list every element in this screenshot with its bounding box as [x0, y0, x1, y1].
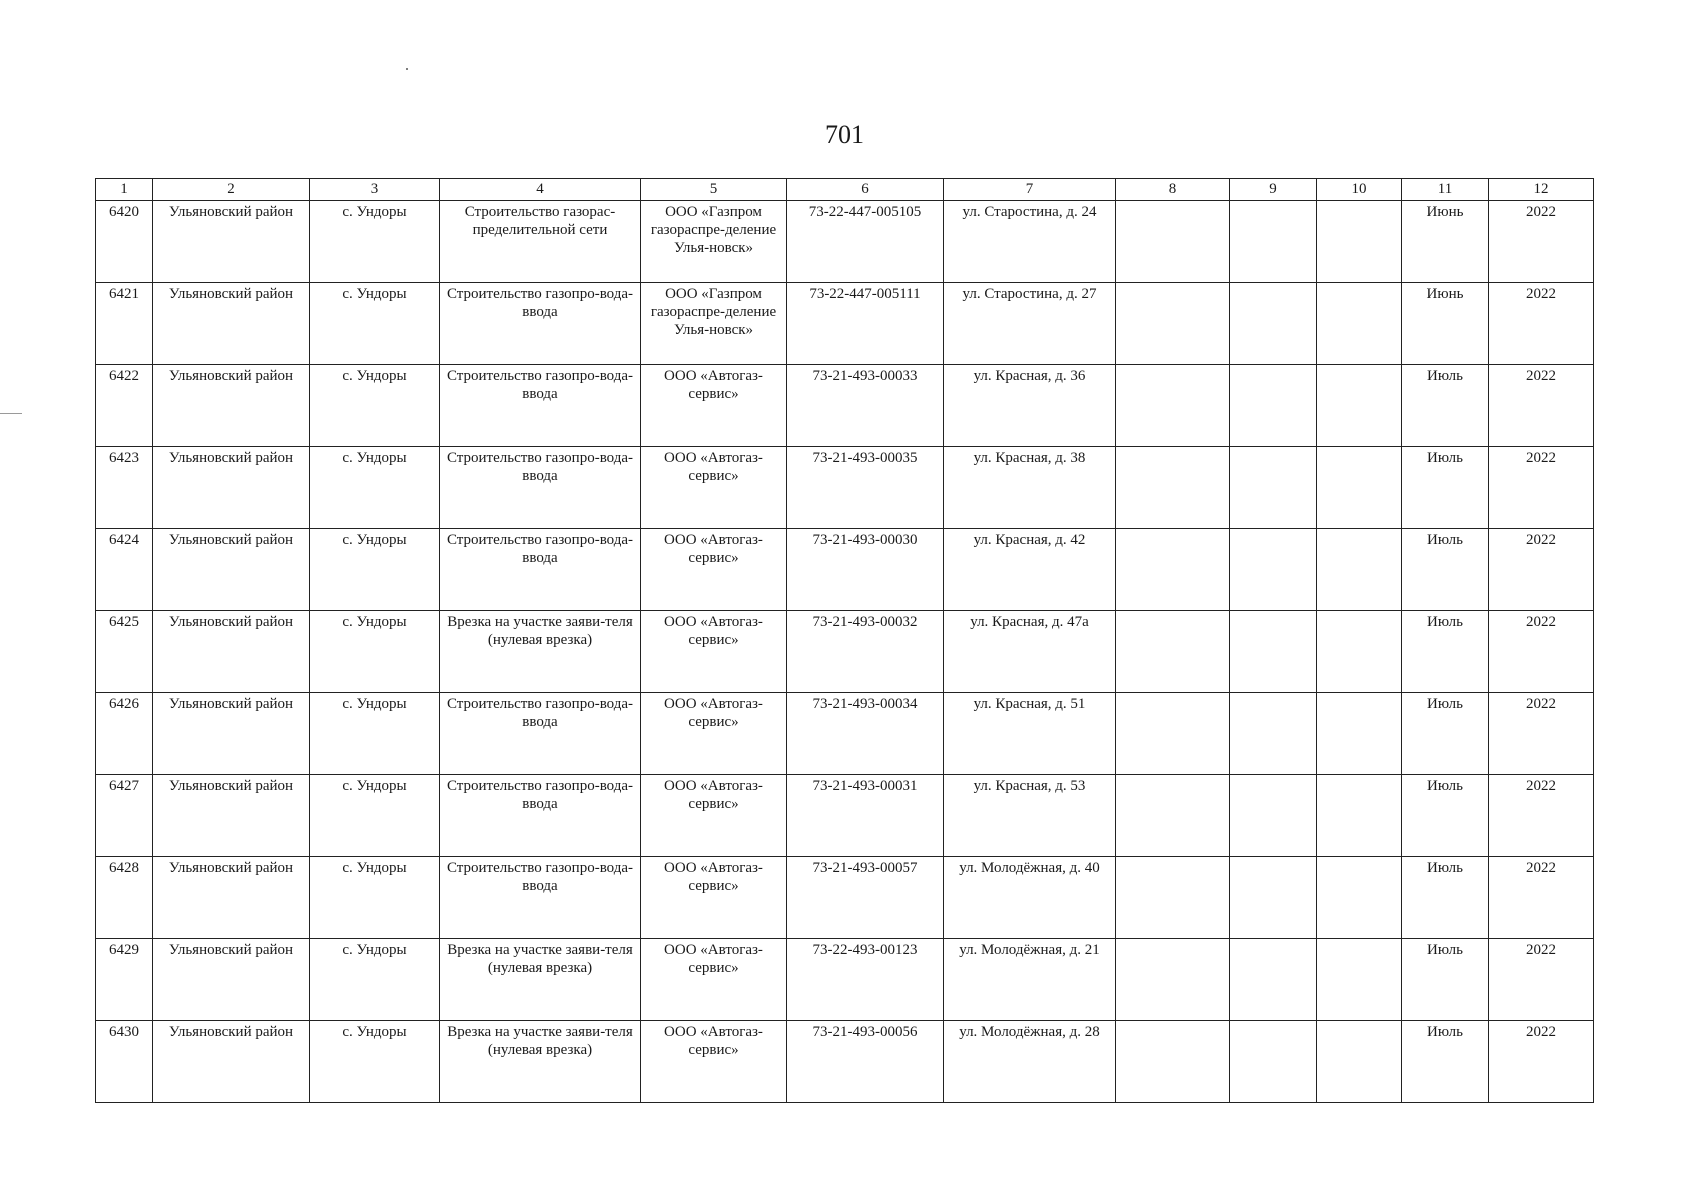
- cell-col-9: [1230, 447, 1317, 529]
- cell-organization: ООО «Автогаз-сервис»: [641, 775, 787, 857]
- cell-registry-number: 73-21-493-00034: [787, 693, 944, 775]
- cell-col-10: [1317, 1021, 1402, 1103]
- cell-settlement: с. Ундоры: [310, 283, 440, 365]
- cell-settlement: с. Ундоры: [310, 529, 440, 611]
- cell-year: 2022: [1489, 365, 1594, 447]
- cell-record-number: 6426: [96, 693, 153, 775]
- column-header-3: 3: [310, 179, 440, 201]
- cell-settlement: с. Ундоры: [310, 365, 440, 447]
- cell-col-8: [1116, 775, 1230, 857]
- cell-record-number: 6427: [96, 775, 153, 857]
- cell-month: Июль: [1402, 365, 1489, 447]
- cell-work-type: Строительство газопро-вода-ввода: [440, 365, 641, 447]
- cell-district: Ульяновский район: [153, 529, 310, 611]
- cell-work-type: Врезка на участке заяви-теля (нулевая врезка): [440, 939, 641, 1021]
- cell-work-type: Строительство газопро-вода-ввода: [440, 857, 641, 939]
- cell-work-type: Врезка на участке заяви-теля (нулевая врезка): [440, 611, 641, 693]
- cell-address: ул. Красная, д. 53: [944, 775, 1116, 857]
- cell-col-10: [1317, 283, 1402, 365]
- cell-year: 2022: [1489, 447, 1594, 529]
- cell-organization: ООО «Автогаз-сервис»: [641, 611, 787, 693]
- cell-col-8: [1116, 201, 1230, 283]
- cell-col-10: [1317, 447, 1402, 529]
- cell-year: 2022: [1489, 611, 1594, 693]
- cell-registry-number: 73-22-447-005105: [787, 201, 944, 283]
- column-header-10: 10: [1317, 179, 1402, 201]
- table-body: [96, 201, 1594, 1103]
- cell-settlement: с. Ундоры: [310, 201, 440, 283]
- cell-col-9: [1230, 693, 1317, 775]
- cell-col-8: [1116, 365, 1230, 447]
- cell-district: Ульяновский район: [153, 611, 310, 693]
- cell-registry-number: 73-21-493-00057: [787, 857, 944, 939]
- column-header-12: 12: [1489, 179, 1594, 201]
- cell-year: 2022: [1489, 857, 1594, 939]
- cell-district: Ульяновский район: [153, 693, 310, 775]
- cell-address: ул. Красная, д. 38: [944, 447, 1116, 529]
- cell-registry-number: 73-21-493-00032: [787, 611, 944, 693]
- cell-settlement: с. Ундоры: [310, 857, 440, 939]
- cell-address: ул. Молодёжная, д. 40: [944, 857, 1116, 939]
- cell-settlement: с. Ундоры: [310, 939, 440, 1021]
- cell-record-number: 6425: [96, 611, 153, 693]
- cell-col-9: [1230, 857, 1317, 939]
- cell-district: Ульяновский район: [153, 201, 310, 283]
- cell-month: Июль: [1402, 529, 1489, 611]
- cell-col-8: [1116, 611, 1230, 693]
- table-row: [96, 447, 1594, 529]
- cell-col-8: [1116, 1021, 1230, 1103]
- cell-address: ул. Красная, д. 51: [944, 693, 1116, 775]
- column-header-1: 1: [96, 179, 153, 201]
- column-header-9: 9: [1230, 179, 1317, 201]
- cell-col-8: [1116, 529, 1230, 611]
- cell-month: Июль: [1402, 775, 1489, 857]
- cell-organization: ООО «Газпром газораспре-деление Улья-новск»: [641, 283, 787, 365]
- cell-month: Июль: [1402, 857, 1489, 939]
- cell-work-type: Строительство газорас-пределительной сети: [440, 201, 641, 283]
- table-row: [96, 365, 1594, 447]
- cell-work-type: Строительство газопро-вода-ввода: [440, 447, 641, 529]
- cell-district: Ульяновский район: [153, 1021, 310, 1103]
- cell-organization: ООО «Автогаз-сервис»: [641, 1021, 787, 1103]
- cell-col-9: [1230, 529, 1317, 611]
- table-row: [96, 611, 1594, 693]
- cell-col-8: [1116, 447, 1230, 529]
- cell-organization: ООО «Газпром газораспре-деление Улья-новск»: [641, 201, 787, 283]
- table-row: [96, 857, 1594, 939]
- cell-month: Июнь: [1402, 283, 1489, 365]
- column-header-11: 11: [1402, 179, 1489, 201]
- cell-col-8: [1116, 283, 1230, 365]
- table-row: [96, 775, 1594, 857]
- column-header-8: 8: [1116, 179, 1230, 201]
- cell-district: Ульяновский район: [153, 939, 310, 1021]
- cell-month: Июль: [1402, 1021, 1489, 1103]
- cell-month: Июль: [1402, 611, 1489, 693]
- cell-col-9: [1230, 611, 1317, 693]
- cell-col-10: [1317, 611, 1402, 693]
- cell-record-number: 6428: [96, 857, 153, 939]
- cell-month: Июнь: [1402, 201, 1489, 283]
- column-header-2: 2: [153, 179, 310, 201]
- table-row: [96, 201, 1594, 283]
- cell-district: Ульяновский район: [153, 283, 310, 365]
- cell-district: Ульяновский район: [153, 365, 310, 447]
- cell-work-type: Строительство газопро-вода-ввода: [440, 283, 641, 365]
- cell-address: ул. Красная, д. 47а: [944, 611, 1116, 693]
- cell-record-number: 6421: [96, 283, 153, 365]
- cell-col-9: [1230, 1021, 1317, 1103]
- cell-record-number: 6422: [96, 365, 153, 447]
- cell-registry-number: 73-21-493-00033: [787, 365, 944, 447]
- cell-col-10: [1317, 201, 1402, 283]
- cell-address: ул. Молодёжная, д. 21: [944, 939, 1116, 1021]
- cell-record-number: 6430: [96, 1021, 153, 1103]
- cell-record-number: 6420: [96, 201, 153, 283]
- cell-col-9: [1230, 939, 1317, 1021]
- cell-col-9: [1230, 283, 1317, 365]
- cell-settlement: с. Ундоры: [310, 611, 440, 693]
- table-row: [96, 939, 1594, 1021]
- table-row: [96, 693, 1594, 775]
- cell-district: Ульяновский район: [153, 775, 310, 857]
- cell-col-8: [1116, 693, 1230, 775]
- cell-organization: ООО «Автогаз-сервис»: [641, 447, 787, 529]
- cell-year: 2022: [1489, 529, 1594, 611]
- scan-margin-mark: [0, 413, 22, 414]
- column-header-6: 6: [787, 179, 944, 201]
- cell-address: ул. Красная, д. 36: [944, 365, 1116, 447]
- cell-year: 2022: [1489, 939, 1594, 1021]
- cell-organization: ООО «Автогаз-сервис»: [641, 365, 787, 447]
- cell-address: ул. Молодёжная, д. 28: [944, 1021, 1116, 1103]
- cell-settlement: с. Ундоры: [310, 447, 440, 529]
- cell-month: Июль: [1402, 447, 1489, 529]
- cell-work-type: Строительство газопро-вода-ввода: [440, 775, 641, 857]
- cell-col-10: [1317, 775, 1402, 857]
- table-row: [96, 1021, 1594, 1103]
- cell-month: Июль: [1402, 939, 1489, 1021]
- table-row: [96, 529, 1594, 611]
- cell-col-10: [1317, 529, 1402, 611]
- cell-col-8: [1116, 939, 1230, 1021]
- cell-col-9: [1230, 365, 1317, 447]
- column-number-row: [96, 179, 1594, 201]
- cell-registry-number: 73-22-447-005111: [787, 283, 944, 365]
- cell-month: Июль: [1402, 693, 1489, 775]
- cell-record-number: 6423: [96, 447, 153, 529]
- scan-speck: [406, 68, 408, 70]
- cell-col-9: [1230, 775, 1317, 857]
- cell-registry-number: 73-21-493-00056: [787, 1021, 944, 1103]
- column-header-7: 7: [944, 179, 1116, 201]
- cell-col-10: [1317, 857, 1402, 939]
- cell-work-type: Строительство газопро-вода-ввода: [440, 693, 641, 775]
- cell-col-10: [1317, 365, 1402, 447]
- cell-organization: ООО «Автогаз-сервис»: [641, 939, 787, 1021]
- cell-year: 2022: [1489, 1021, 1594, 1103]
- cell-col-8: [1116, 857, 1230, 939]
- cell-col-9: [1230, 201, 1317, 283]
- cell-year: 2022: [1489, 201, 1594, 283]
- cell-record-number: 6429: [96, 939, 153, 1021]
- page-number: 701: [825, 120, 864, 149]
- register-table: [95, 178, 1594, 1103]
- cell-settlement: с. Ундоры: [310, 1021, 440, 1103]
- cell-district: Ульяновский район: [153, 447, 310, 529]
- cell-work-type: Врезка на участке заяви-теля (нулевая врезка): [440, 1021, 641, 1103]
- cell-organization: ООО «Автогаз-сервис»: [641, 857, 787, 939]
- cell-record-number: 6424: [96, 529, 153, 611]
- cell-district: Ульяновский район: [153, 857, 310, 939]
- cell-address: ул. Старостина, д. 24: [944, 201, 1116, 283]
- cell-address: ул. Старостина, д. 27: [944, 283, 1116, 365]
- cell-address: ул. Красная, д. 42: [944, 529, 1116, 611]
- cell-year: 2022: [1489, 693, 1594, 775]
- cell-registry-number: 73-22-493-00123: [787, 939, 944, 1021]
- cell-registry-number: 73-21-493-00035: [787, 447, 944, 529]
- cell-settlement: с. Ундоры: [310, 775, 440, 857]
- cell-organization: ООО «Автогаз-сервис»: [641, 529, 787, 611]
- table-row: [96, 283, 1594, 365]
- column-header-4: 4: [440, 179, 641, 201]
- table-header: [96, 179, 1594, 201]
- column-header-5: 5: [641, 179, 787, 201]
- cell-registry-number: 73-21-493-00031: [787, 775, 944, 857]
- cell-year: 2022: [1489, 283, 1594, 365]
- cell-settlement: с. Ундоры: [310, 693, 440, 775]
- cell-col-10: [1317, 693, 1402, 775]
- cell-year: 2022: [1489, 775, 1594, 857]
- cell-registry-number: 73-21-493-00030: [787, 529, 944, 611]
- cell-work-type: Строительство газопро-вода-ввода: [440, 529, 641, 611]
- cell-col-10: [1317, 939, 1402, 1021]
- cell-organization: ООО «Автогаз-сервис»: [641, 693, 787, 775]
